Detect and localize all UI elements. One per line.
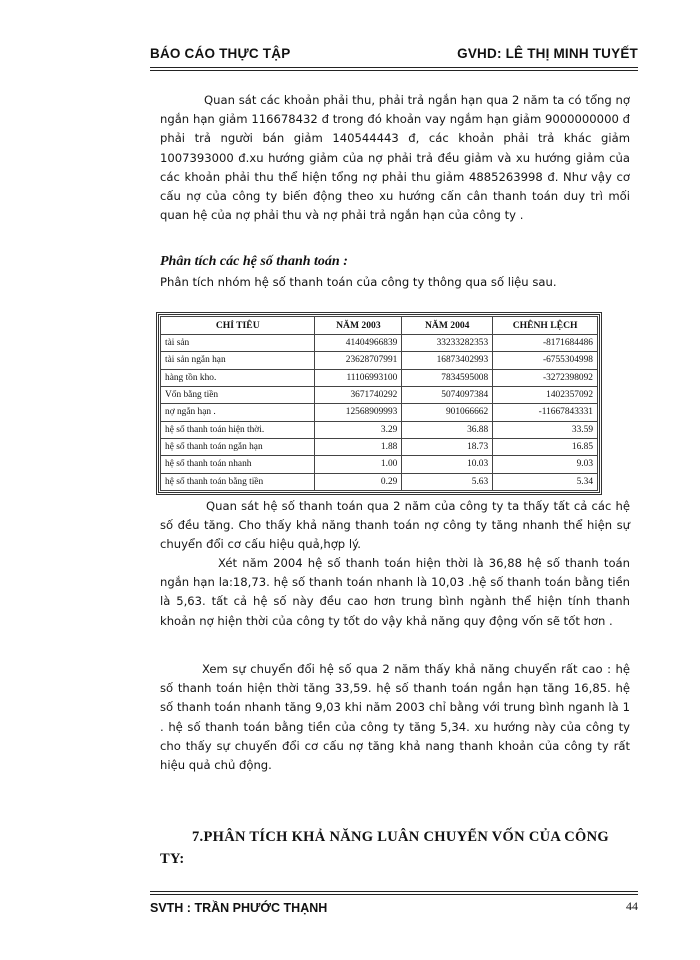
table-row	[161, 404, 598, 421]
table-cell-2003: 1.88	[315, 438, 402, 455]
table-cell-2003: 3671740292	[315, 386, 402, 403]
table-cell-2003: 12568909993	[315, 404, 402, 421]
column-header: NĂM 2004	[402, 317, 493, 335]
table-cell-label: tài sản ngắn hạn	[161, 352, 315, 369]
table-cell-2003: 23628707991	[315, 352, 402, 369]
table-header-row	[161, 317, 598, 335]
table-cell-2004: 10.03	[402, 456, 493, 473]
paragraph-two-year-change: Xem sự chuyển đổi hệ số qua 2 năm thấy khả năng chuyển rất cao : hệ số thanh toán hiện thời tăng 33,59. hệ số thanh toán ngắn hạn tăng 16,85. hệ số thanh toán nhanh tăng 9,03 khi năm 2003 chỉ bằng với trung bình nganh là 1 . hệ số thanh toán bằng tiền của công ty tăng 5,34. xu hướng này của công ty cho thấy sự chuyển đổi cơ cấu nợ tăng khả nang thanh khoản của công ty rất hiệu quả chủ động.	[160, 662, 630, 773]
table-row	[161, 421, 598, 438]
table-cell-label: hệ số thanh toán ngắn hạn	[161, 438, 315, 455]
page-header	[150, 42, 638, 66]
table-cell-2004: 5.63	[402, 473, 493, 490]
table-cell-label: tài sản	[161, 335, 315, 352]
table-cell-difference: 1402357092	[493, 386, 598, 403]
paragraph-2004-analysis: Xét năm 2004 hệ số thanh toán hiện thời là 36,88 hệ số thanh toán ngắn hạn la:18,73. hệ số thanh toán nhanh là 10,03 .hệ số thanh toán bằng tiền là 5,63. tất cả hệ số này đều cao hơn trung bình ngành thể hiện tính thanh khoản nợ hiện thời của công ty tốt do vậy khả năng quy động vốn sẽ tốt hơn .	[160, 556, 630, 628]
page-number: 44	[626, 899, 638, 913]
table-row	[161, 456, 598, 473]
column-header: CHÊNH LỆCH	[493, 317, 598, 335]
table-cell-2003: 3.29	[315, 421, 402, 438]
table-cell-2003: 1.00	[315, 456, 402, 473]
table-cell-difference: -11667843331	[493, 404, 598, 421]
table-cell-difference: 33.59	[493, 421, 598, 438]
table-cell-2003: 41404966839	[315, 335, 402, 352]
supervisor-name: GVHD: LÊ THỊ MINH TUYẾT	[457, 46, 638, 61]
report-title: BÁO CÁO THỰC TẬP	[150, 46, 291, 61]
table-row	[161, 386, 598, 403]
table-cell-2004: 901066662	[402, 404, 493, 421]
paragraph-ratio-overview: Quan sát hệ số thanh toán qua 2 năm của công ty ta thấy tất cả các hệ số đều tăng. Cho thấy khả năng thanh toán nợ công ty tăng nhanh thể hiện sự chuyển đổi cơ cấu hiệu quả,hợp lý.	[160, 499, 630, 552]
table-cell-2003: 11106993100	[315, 369, 402, 386]
table-row	[161, 438, 598, 455]
table-cell-difference: 5.34	[493, 473, 598, 490]
table-cell-label: hệ số thanh toán hiện thời.	[161, 421, 315, 438]
footer-divider	[150, 891, 638, 895]
table-row	[161, 352, 598, 369]
table-row	[161, 369, 598, 386]
payment-ratio-table	[160, 316, 598, 491]
section-7-heading: 7.PHÂN TÍCH KHẢ NĂNG LUÂN CHUYỂN VỐN CỦA CÔNG TY:	[160, 829, 609, 867]
table-cell-2004: 33233282353	[402, 335, 493, 352]
column-header: CHỈ TIÊU	[161, 317, 315, 335]
table-cell-label: hệ số thanh toán bằng tiền	[161, 473, 315, 490]
table-cell-2004: 5074097384	[402, 386, 493, 403]
table-cell-difference: -8171684486	[493, 335, 598, 352]
table-row	[161, 335, 598, 352]
section-heading-payment-ratios: Phân tích các hệ số thanh toán :	[160, 254, 348, 269]
table-row	[161, 473, 598, 490]
table-cell-difference: -6755304998	[493, 352, 598, 369]
table-cell-label: hàng tồn kho.	[161, 369, 315, 386]
header-divider	[150, 67, 638, 71]
table-cell-2004: 18.73	[402, 438, 493, 455]
table-cell-2004: 16873402993	[402, 352, 493, 369]
column-header: NĂM 2003	[315, 317, 402, 335]
table-cell-label: hệ số thanh toán nhanh	[161, 456, 315, 473]
table-cell-2004: 36.88	[402, 421, 493, 438]
table-cell-label: Vốn bằng tiền	[161, 386, 315, 403]
table-cell-difference: -3272398092	[493, 369, 598, 386]
table-cell-difference: 9.03	[493, 456, 598, 473]
table-cell-2004: 7834595008	[402, 369, 493, 386]
paragraph-receivables-payables: Quan sát các khoản phải thu, phải trả ngắn hạn qua 2 năm ta có tổng nợ ngắn hạn giảm 116678432 đ trong đó khoản vay ngắm hạn giảm 9000000000 đ phải trả người bán giảm 140544443 đ, các khoản phải trả khác giảm 1007393000 đ.xu hướng giảm của nợ phải trả đều giảm và xu hướng giảm của các khoản phải thu thể hiện tổng nợ phải thu giảm 4885263998 đ. Như vậy cơ cấu nợ của công ty biến động theo xu hướng cấn cân thanh toán duy trì mối quan hệ của nợ phải thu và nợ phải trả ngắn hạn của công ty .	[160, 93, 630, 223]
table-cell-2003: 0.29	[315, 473, 402, 490]
table-cell-label: nợ ngắn hạn .	[161, 404, 315, 421]
table-cell-difference: 16.85	[493, 438, 598, 455]
payment-ratio-table-frame	[156, 312, 602, 495]
table-intro: Phân tích nhóm hệ số thanh toán của công ty thông qua số liệu sau.	[160, 275, 557, 289]
student-name: SVTH : TRẦN PHƯỚC THẠNH	[150, 901, 328, 915]
